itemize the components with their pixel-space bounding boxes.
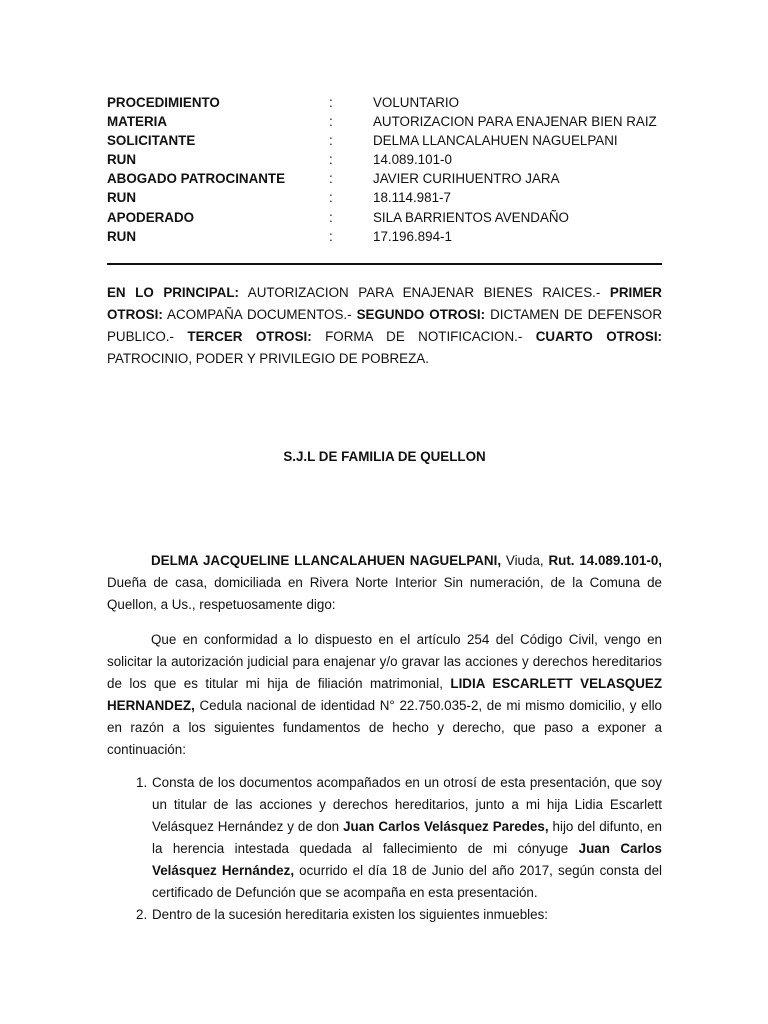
applicant-name: DELMA JACQUELINE LLANCALAHUEN NAGUELPANI, — [151, 553, 502, 568]
header-row-procedimiento — [107, 93, 667, 112]
summary-text: AUTORIZACION PARA ENAJENAR BIENES RAICES.- — [238, 285, 610, 300]
list-item — [107, 904, 662, 926]
summary-text: PATROCINIO, PODER Y PRIVILEGIO DE POBREZA. — [107, 351, 429, 366]
summary-label-segundo-otrosi: SEGUNDO OTROSI: — [356, 307, 486, 322]
header-label: ABOGADO PATROCINANTE — [107, 171, 286, 187]
list-bold-name: Juan Carlos Velásquez Paredes, — [343, 819, 549, 834]
header-row-apoderado — [107, 208, 667, 227]
header-row-run-solicitante — [107, 150, 667, 169]
summary-text: DICTAMEN DE DEFENSOR PUBLICO.- — [107, 307, 663, 344]
header-colon: : — [329, 228, 333, 244]
list-text: hijo del difunto, en la herencia intestada quedada al fallecimiento de mi cónyuge — [152, 819, 662, 856]
header-label: RUN — [107, 152, 137, 168]
applicant-rut: Rut. 14.089.101-0, — [548, 553, 662, 568]
header-label: PROCEDIMIENTO — [107, 95, 220, 110]
list-number: 2. — [136, 907, 148, 922]
header-label: RUN — [107, 228, 137, 244]
header-value: JAVIER CURIHUENTRO JARA — [373, 171, 560, 187]
header-colon: : — [329, 133, 333, 149]
header-row-abogado — [107, 169, 667, 188]
header-label: RUN — [107, 190, 137, 206]
header-colon: : — [329, 114, 333, 130]
header-label: APODERADO — [107, 209, 195, 225]
horizontal-divider — [107, 263, 662, 265]
list-text: Consta de los documentos acompañados en un otrosí de esta presentación, que soy un titular de las acciones y derechos hereditarios, junto a mi hija Lidia Escarlett Velásquez Hernández y de don — [152, 775, 662, 834]
court-heading: S.J.L DE FAMILIA DE QUELLON — [283, 449, 486, 464]
list-text: Dentro de la sucesión hereditaria existen los siguientes inmuebles: — [152, 907, 548, 922]
header-colon: : — [329, 209, 333, 225]
paragraph-text: Cedula nacional de identidad N° 22.750.035-2, de mi mismo domicilio, y ello en razón a los siguientes fundamentos de hecho y derecho, que paso a exponer a continuación: — [107, 698, 662, 757]
summary-label-cuarto-otrosi: CUARTO OTROSI: — [535, 329, 663, 344]
header-value: SILA BARRIENTOS AVENDAÑO — [373, 209, 569, 225]
summary-text: ACOMPAÑA DOCUMENTOS.- — [162, 307, 357, 322]
header-value: DELMA LLANCALAHUEN NAGUELPANI — [373, 133, 618, 149]
header-value: 17.196.894-1 — [373, 228, 452, 244]
list-item — [107, 772, 662, 904]
request-paragraph — [107, 629, 662, 761]
header-row-run-apoderado — [107, 227, 667, 246]
header-row-solicitante — [107, 131, 667, 150]
header-label: MATERIA — [107, 114, 168, 130]
list-text: ocurrido el día 18 de Junio del año 2017, según consta del certificado de Defunción que se acompaña en esta presentación. — [152, 863, 663, 900]
paragraph-text: Que en conformidad a lo dispuesto en el artículo 254 del Código Civil, vengo en solicitar la autorización judicial para enajenar y/o gravar las acciones y derechos hereditarios de los que es titular mi hija de filiación matrimonial, — [107, 632, 662, 691]
case-header — [107, 93, 667, 246]
header-row-run-abogado — [107, 188, 667, 207]
daughter-name: LIDIA ESCARLETT VELASQUEZ HERNANDEZ, — [107, 676, 662, 713]
paragraph-text: Dueña de casa, domiciliada en Rivera Norte Interior Sin numeración, de la Comuna de Quellon, a Us., respetuosamente digo: — [107, 575, 662, 612]
facts-list — [107, 772, 662, 926]
intro-paragraph — [107, 550, 662, 616]
list-bold-name: Juan Carlos Velásquez Hernández, — [152, 841, 662, 878]
header-colon: : — [329, 95, 333, 110]
petition-summary — [107, 282, 662, 370]
summary-label-primer-otrosi: PRIMER OTROSI: — [107, 285, 662, 322]
header-value: 18.114.981-7 — [373, 190, 451, 206]
header-value: AUTORIZACION PARA ENAJENAR BIEN RAIZ — [373, 114, 657, 130]
paragraph-text: Viuda, — [501, 553, 549, 568]
list-number: 1. — [136, 775, 148, 790]
header-colon: : — [329, 171, 333, 187]
header-row-materia — [107, 112, 667, 131]
header-colon: : — [329, 190, 333, 206]
summary-text: FORMA DE NOTIFICACION.- — [311, 329, 536, 344]
summary-label-tercer-otrosi: TERCER OTROSI: — [187, 329, 312, 344]
header-label: SOLICITANTE — [107, 133, 196, 149]
header-value: 14.089.101-0 — [373, 152, 452, 168]
header-value: VOLUNTARIO — [373, 95, 460, 110]
summary-label-principal: EN LO PRINCIPAL: — [107, 285, 239, 300]
header-colon: : — [329, 152, 333, 168]
